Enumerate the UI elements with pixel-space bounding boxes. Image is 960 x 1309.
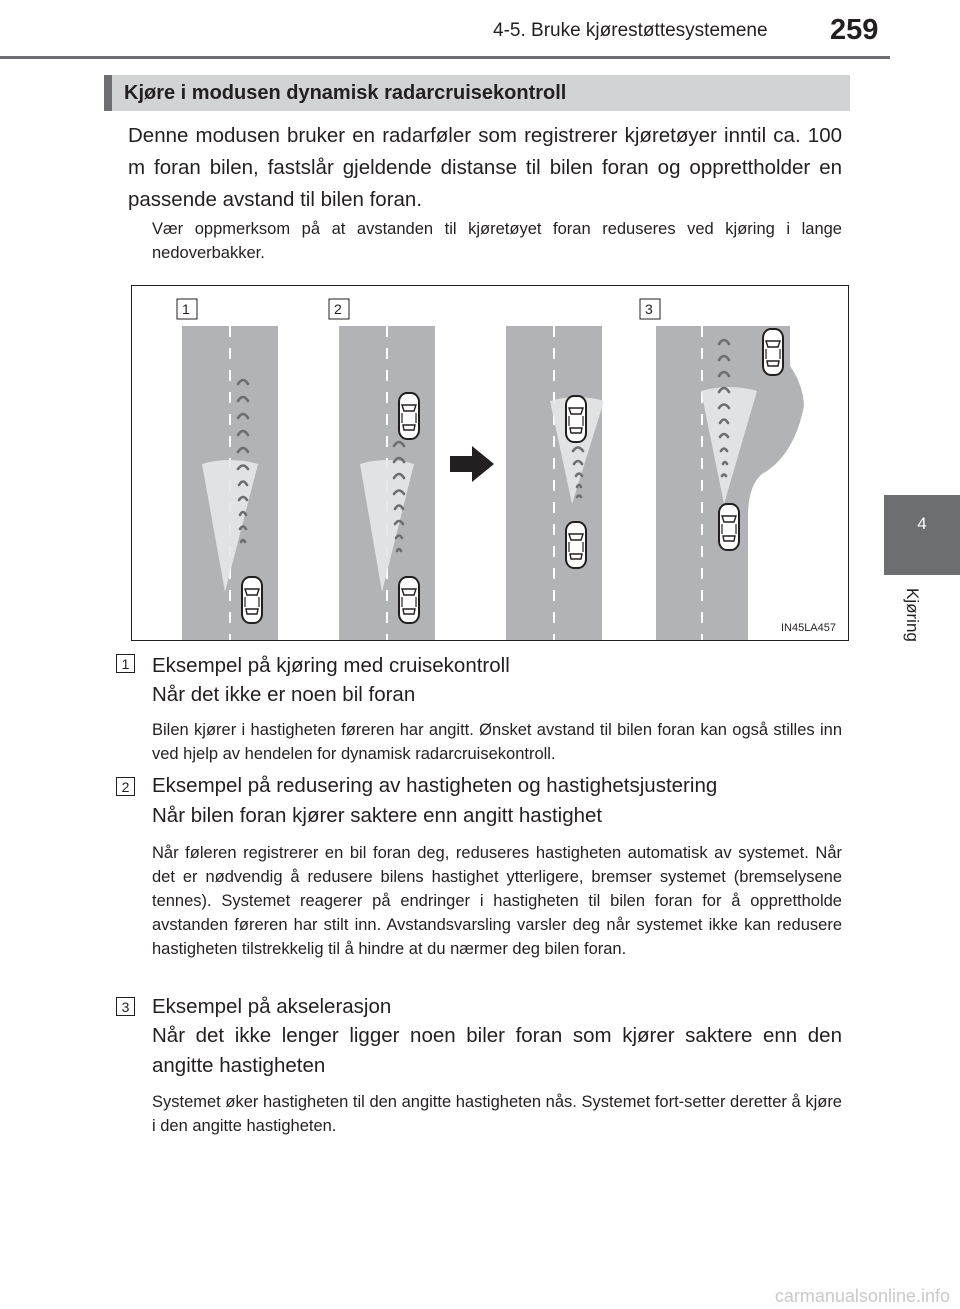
item-3-body: Systemet øker hastigheten til den angitte hastigheten nås. Systemet fort-setter deretter å kjøre i den angitte hastigheten. <box>152 1093 842 1135</box>
figure-label-3: 3 <box>645 301 653 317</box>
item-1-subtitle: Når det ikke er noen bil foran <box>152 683 416 706</box>
note-paragraph: Vær oppmerksom på at avstanden til kjøretøyet foran reduseres ved kjøring i lange nedoverbakker. <box>152 220 842 262</box>
item-number-3: 3 <box>116 997 135 1016</box>
intro-paragraph: Denne modusen bruker en radarføler som registrerer kjøretøyer inntil ca. 100 m foran bilen, fastslår gjeldende distanse til bilen foran og opprettholder en passende avstand til bilen foran. <box>128 124 842 211</box>
item-3-subtitle: Når det ikke lenger ligger noen biler foran som kjører saktere enn den angitte hastigheten <box>152 1024 842 1077</box>
item-number-1: 1 <box>116 654 135 673</box>
figure-label-1: 1 <box>182 301 190 317</box>
item-number-2: 2 <box>116 777 135 796</box>
header-section-title: 4-5. Bruke kjørestøttesystemene <box>493 20 768 41</box>
chapter-tab <box>884 495 960 575</box>
transition-arrow <box>450 446 494 482</box>
figure-label-2: 2 <box>334 301 342 317</box>
page-number: 259 <box>830 14 879 46</box>
section-title-bar <box>104 75 850 111</box>
section-title: Kjøre i modusen dynamisk radarcruisekontroll <box>124 82 567 104</box>
radar-cruise-figure <box>131 285 849 641</box>
item-1-body: Bilen kjører i hastigheten føreren har angitt. Ønsket avstand til bilen foran kan også stilles inn ved hjelp av hendelen for dynamisk radarcruisekontroll. <box>152 721 842 763</box>
chapter-number: 4 <box>917 514 927 533</box>
footer-watermark: carmanualsonline.info <box>774 1286 950 1306</box>
header-rule <box>0 56 890 59</box>
section-title-marker <box>104 75 112 111</box>
item-2-body: Når føleren registrerer en bil foran deg, reduseres hastigheten automatisk av systemet. Når det er nødvendig å redusere bilens hastighet ytterligere, bremser systemet (bremselysene tennes). Systemet reagerer på endringer i hastigheten til bilen foran for å opprettholde avstanden føreren har stilt inn. Avstandsvarsling varsler deg når systemet ikke kan redusere hastigheten tilstrekkelig til å hindre at du nærmer deg bilen foran. <box>152 844 842 958</box>
item-3-title: Eksempel på akselerasjon <box>152 995 392 1018</box>
figure-code: IN45LA457 <box>780 622 836 634</box>
chapter-label: Kjøring <box>903 588 922 642</box>
item-2-subtitle: Når bilen foran kjører saktere enn angitt hastighet <box>152 804 603 827</box>
item-1-title: Eksempel på kjøring med cruisekontroll <box>152 654 510 677</box>
item-2-title: Eksempel på redusering av hastigheten og hastighetsjustering <box>152 774 718 797</box>
